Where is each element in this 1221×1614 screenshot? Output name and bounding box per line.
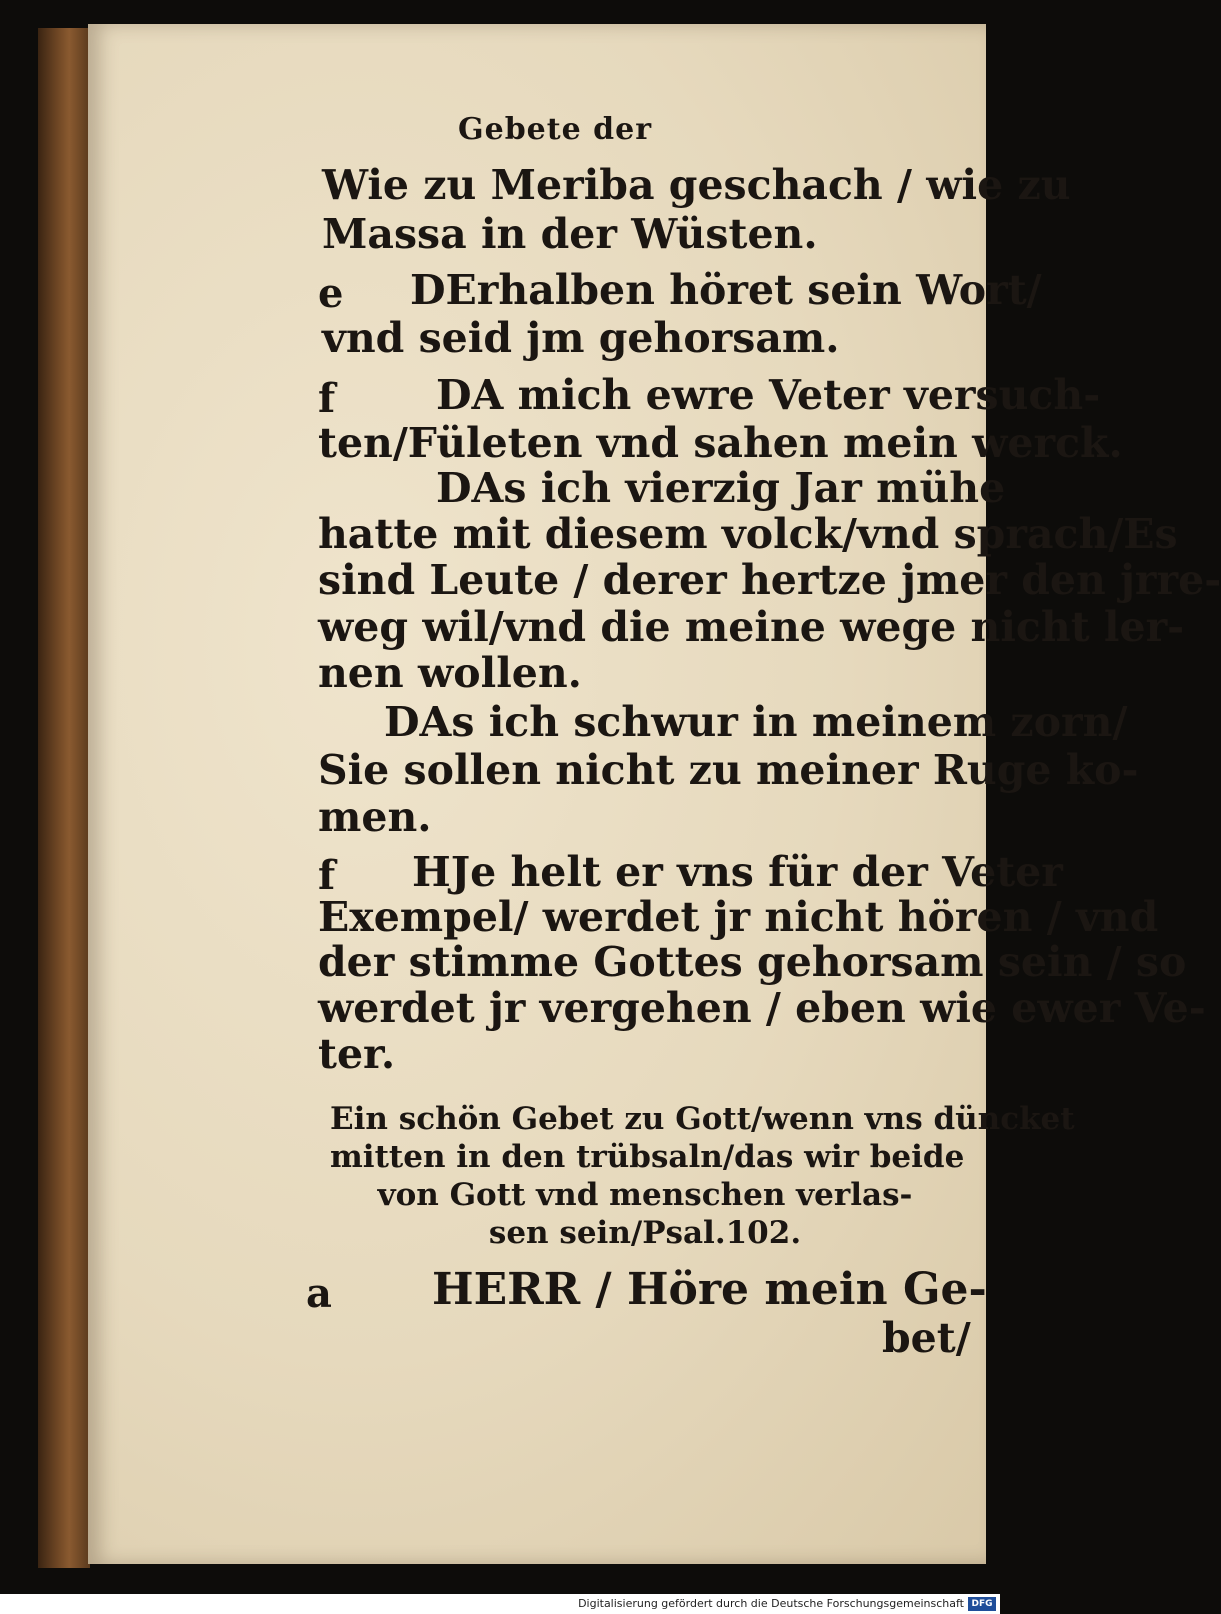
title-line: mitten in den trübsaln/das wir beide [330, 1139, 965, 1175]
text-line: vnd seid jm gehorsam. [322, 314, 840, 362]
title-line: Ein schön Gebet zu Gott/wenn vns düncket [330, 1101, 1075, 1137]
verse-marker: e [318, 270, 344, 317]
catchword: bet/ [882, 1314, 971, 1362]
text-line: sind Leute / derer hertze jmer den jrre- [318, 556, 1221, 604]
text-line: DErhalben höret sein Wort/ [410, 266, 1042, 314]
title-line: von Gott vnd menschen verlas- [377, 1177, 913, 1213]
text-line: DAs ich vierzig Jar mühe [436, 464, 1006, 512]
verse-marker: f [318, 375, 336, 422]
text-line: werdet jr vergehen / eben wie ewer Ve- [318, 984, 1206, 1032]
text-line: nen wollen. [318, 649, 582, 697]
text-line: Massa in der Wüsten. [322, 210, 818, 258]
text-line: ten/Fületen vnd sahen mein werck. [318, 419, 1123, 467]
verse-marker: f [318, 852, 336, 899]
text-line: ter. [318, 1030, 396, 1078]
verse-marker: a [306, 1270, 332, 1317]
funding-credit: Digitalisierung gefördert durch die Deutsche Forschungsgemeinschaft [578, 1597, 964, 1610]
text-line: Sie sollen nicht zu meiner Ruge ko- [318, 746, 1139, 794]
text-line: DAs ich schwur in meinem zorn/ [384, 698, 1128, 746]
running-header: Gebete der [458, 112, 653, 147]
dfg-logo: DFG [968, 1597, 996, 1611]
text-line: DA mich ewre Veter versuch- [436, 371, 1101, 419]
text-line: HJe helt er vns für der Veter [412, 848, 1063, 896]
prayer-title [330, 1100, 1075, 1252]
text-line: weg wil/vnd die meine wege nicht ler- [318, 603, 1185, 651]
text-line: der stimme Gottes gehorsam sein / so [318, 938, 1187, 986]
text-line: Exempel/ werdet jr nicht hören / vnd [318, 893, 1159, 941]
title-line: sen sein/Psal.102. [488, 1215, 802, 1251]
text-line: men. [318, 793, 432, 841]
text-line: hatte mit diesem volck/vnd sprach/Es [318, 510, 1178, 558]
text-line: Wie zu Meriba geschach / wie zu [322, 161, 1071, 209]
text-line: HERR / Höre mein Ge- [432, 1264, 987, 1315]
book-edge [38, 28, 90, 1568]
